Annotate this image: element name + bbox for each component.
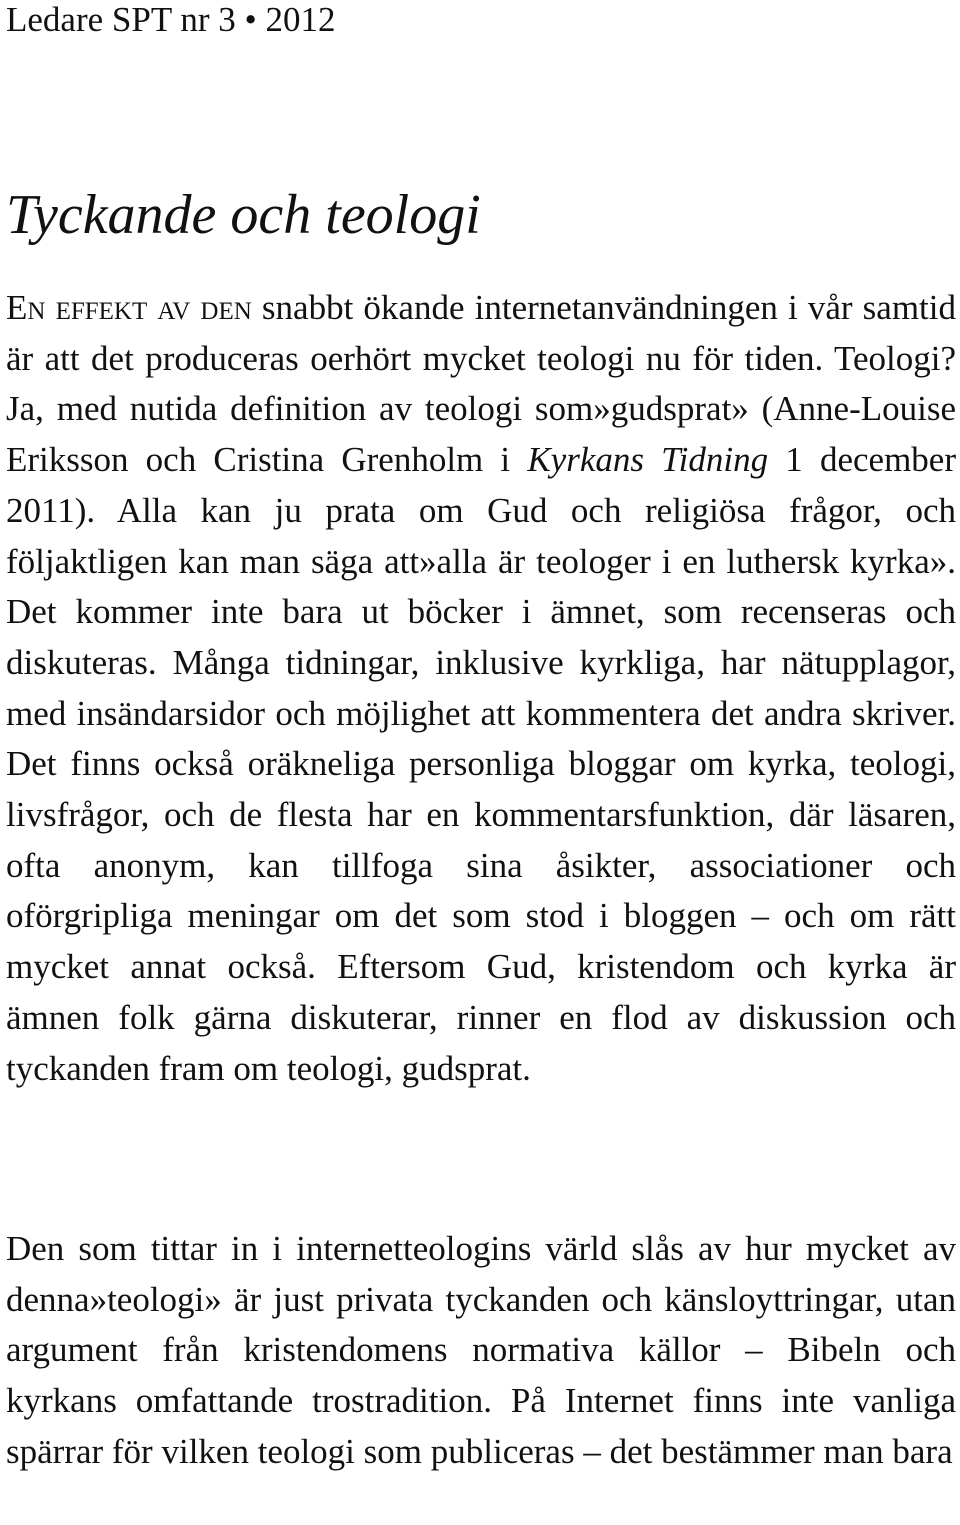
body-paragraph-2: Den som tittar in i internetteologins värld slås av hur mycket av denna»teologi» är just privata tyckanden och känsloyttringar, utan argument från kristendomens normativa källor – Bibeln och kyrkans omfattande trostradition. På Internet finns inte vanliga spärrar för vilken teologi som publiceras – det bestämmer man bara <box>6 1229 956 1471</box>
publication-name: Kyrkans Tidning <box>527 440 769 480</box>
paragraph-text-b: 1 december 2011). Alla kan ju prata om Gud och religiösa frågor, och följaktligen kan man säga att»alla är teologer i en luthersk kyrka». Det kommer inte bara ut böcker i ämnet, som recenseras och diskuteras. Många tidningar, inklusive kyrkliga, har nätupplagor, med insändarsidor och möjlighet att kommentera det andra skriver. Det finns också oräkneliga personliga bloggar om kyrka, teologi, livsfrågor, och de flesta har en kommentarsfunktion, där läsaren, ofta anonym, kan tillfoga sina åsikter, associationer och oförgripliga meningar om det som stod i bloggen – och om rätt mycket annat också. Eftersom Gud, kristendom och kyrka är ämnen folk gärna diskuterar, rinner en flod av diskussion och tyckanden fram om teologi, gudsprat. <box>6 440 956 1088</box>
running-header: Ledare SPT nr 3 • 2012 <box>6 0 336 39</box>
paragraph-lead-in: En effekt av den <box>6 288 252 327</box>
body-paragraph-1 <box>6 283 956 1094</box>
article-title: Tyckande och teologi <box>6 184 481 246</box>
paragraph-text-a: snabbt ökande internetanvändningen i vår samtid är att det produceras oerhört mycket teologi nu för tiden. Teologi? Ja, med nutida definition av teologi som»gudsprat» (Anne-Louise Eriksson och Cristina Grenholm i <box>6 288 956 480</box>
